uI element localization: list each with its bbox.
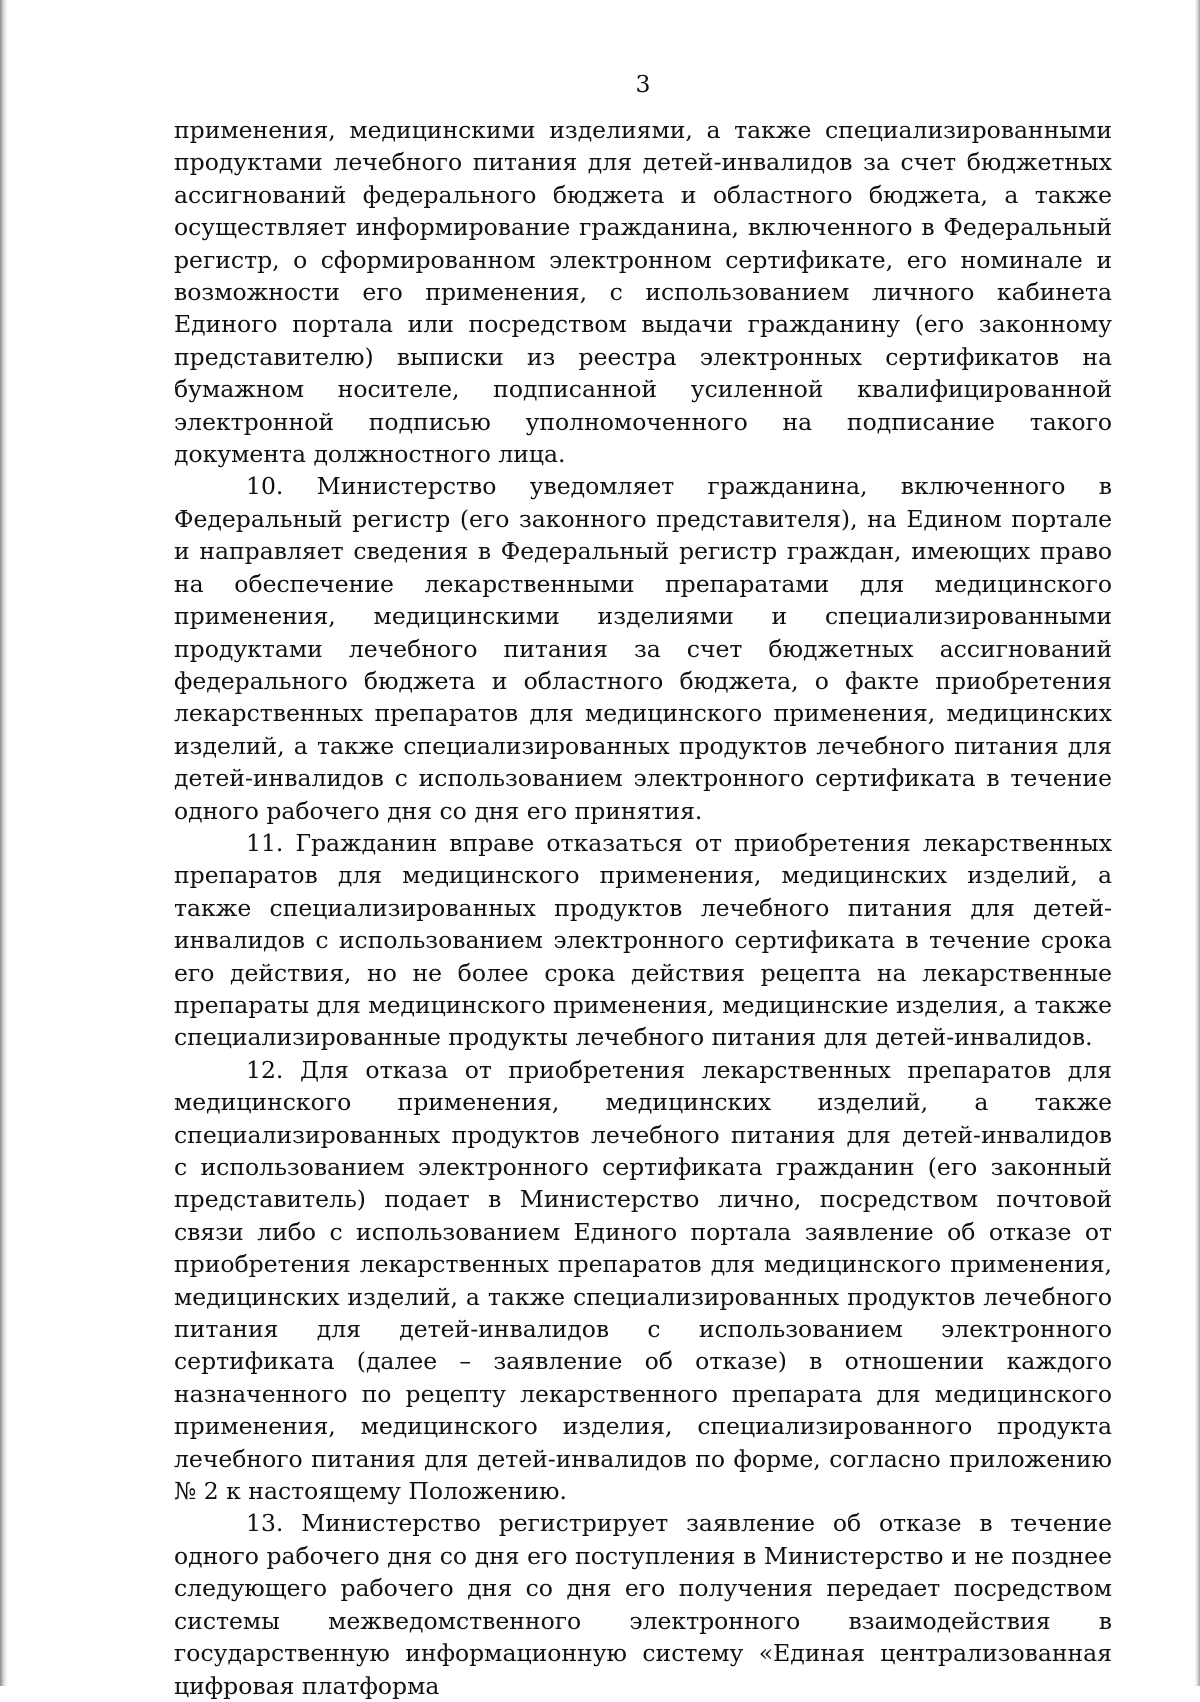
page-number: 3	[635, 70, 651, 98]
paragraph-item-13: 13. Министерство регистрирует заявление об отказе в течение одного рабочего дня со дня его поступления в Министерство и не позднее следующего рабочего дня со дня его получения передает посредством системы межведомственного электронного взаимодействия в государственную информационную систему «Единая централизованная цифровая платформа	[174, 1509, 1112, 1700]
paragraph-item-11: 11. Гражданин вправе отказаться от приобретения лекарственных препаратов для медицинского применения, медицинских изделий, а также специализированных продуктов лечебного питания для детей-инвалидов с использованием электронного сертификата в течение срока его действия, но не более срока действия рецепта на лекарственные препараты для медицинского применения, медицинские изделия, а также специализированные продукты лечебного питания для детей-инвалидов.	[174, 828, 1112, 1052]
document-page	[174, 0, 1112, 1700]
scan-edge-right	[1194, 0, 1200, 1686]
paragraph-item-10: 10. Министерство уведомляет гражданина, включенного в Федеральный регистр (его законного представителя), на Едином портале и направляет сведения в Федеральный регистр граждан, имеющих право на обеспечение лекарственными препаратами для медицинского применения, медицинскими изделиями и специализированными продуктами лечебного питания за счет бюджетных ассигнований федерального бюджета и областного бюджета, о факте приобретения лекарственных препаратов для медицинского применения, медицинских изделий, а также специализированных продуктов лечебного питания для детей-инвалидов с использованием электронного сертификата в течение одного рабочего дня со дня его принятия.	[174, 472, 1112, 825]
paragraph-continuation: применения, медицинскими изделиями, а также специализированными продуктами лечебного питания для детей-инвалидов за счет бюджетных ассигнований федерального бюджета и областного бюджета, а также осуществляет информирование гражданина, включенного в Федеральный регистр, о сформированном электронном сертификате, его номинале и возможности его применения, с использованием личного кабинета Единого портала или посредством выдачи гражданину (его законному представителю) выписки из реестра электронных сертификатов на бумажном носителе, подписанной усиленной квалифицированной электронной подписью уполномоченного на подписание такого документа должностного лица.	[174, 116, 1112, 469]
scan-edge-left	[0, 0, 8, 1686]
document-body	[174, 114, 1112, 1702]
paragraph-item-12: 12. Для отказа от приобретения лекарственных препаратов для медицинского применения, медицинских изделий, а также специализированных продуктов лечебного питания для детей-инвалидов с использованием электронного сертификата гражданин (его законный представитель) подает в Министерство лично, посредством почтовой связи либо с использованием Единого портала заявление об отказе от приобретения лекарственных препаратов для медицинского применения, медицинских изделий, а также специализированных продуктов лечебного питания для детей-инвалидов с использованием электронного сертификата (далее – заявление об отказе) в отношении каждого назначенного по рецепту лекарственного препарата для медицинского применения, медицинского изделия, специализированного продукта лечебного питания для детей-инвалидов по форме, согласно приложению № 2 к настоящему Положению.	[174, 1055, 1112, 1506]
